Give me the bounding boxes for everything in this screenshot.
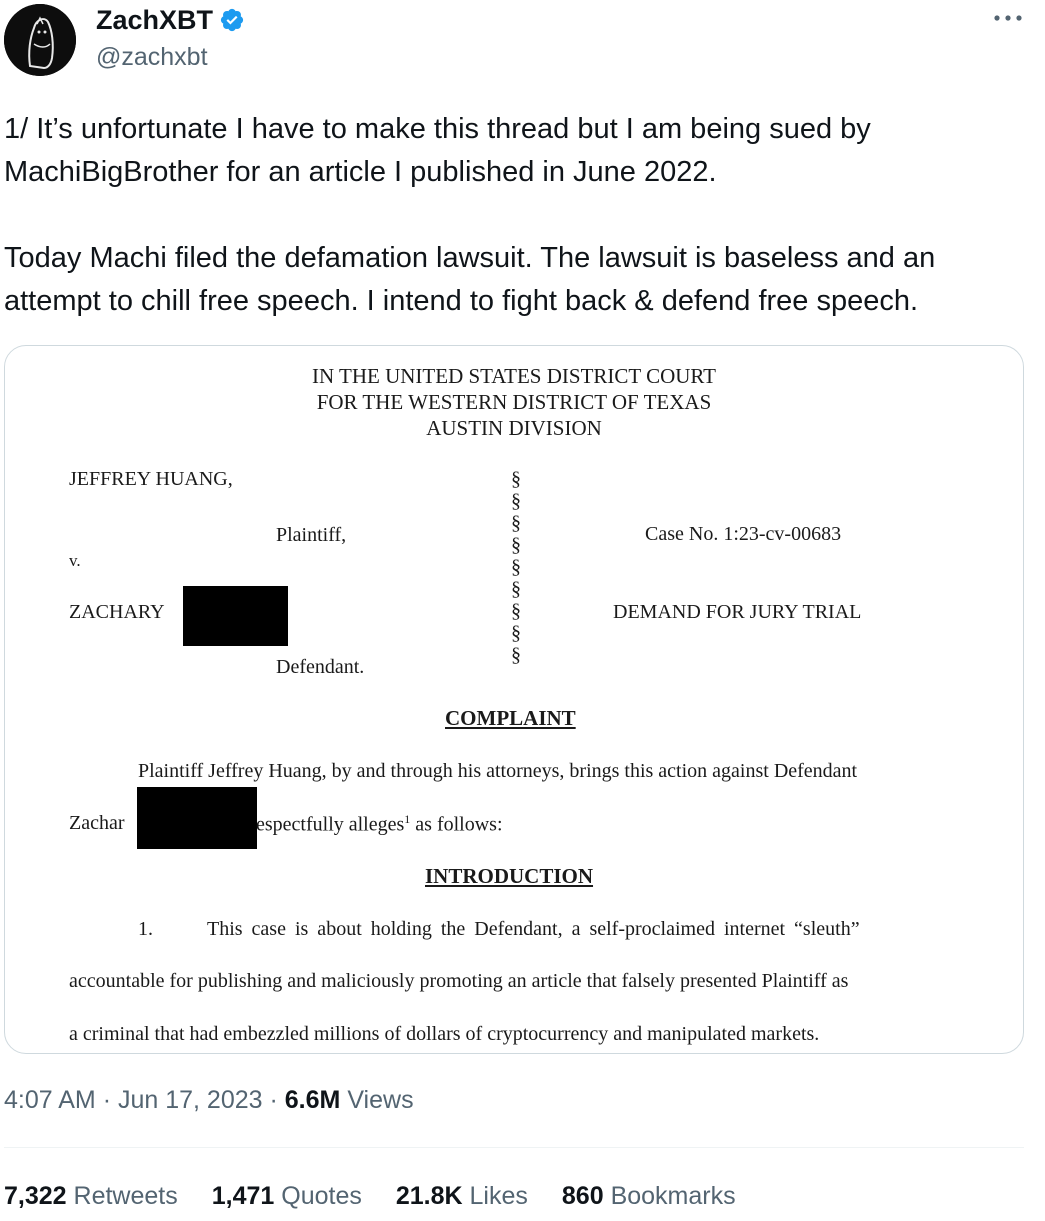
section-symbol: § [511, 644, 521, 666]
section-symbol: § [511, 622, 521, 644]
quotes-stat[interactable] [212, 1180, 362, 1212]
bookmarks-stat[interactable] [562, 1180, 736, 1212]
quotes-label: Quotes [281, 1182, 362, 1210]
section-symbol: § [511, 534, 521, 556]
versus-text: v. [69, 551, 81, 570]
intro-line-2-start: Zachar [69, 812, 125, 834]
tweet-paragraph-2: Today Machi filed the defamation lawsuit. The lawsuit is baseless and an attempt to chill free speech. I intend to fight back & defend free speech. [4, 242, 936, 317]
para-line-3: a criminal that had embezzled millions of dollars of cryptocurrency and manipulated markets. [69, 1023, 820, 1045]
intro-line-2-tail: as follows: [410, 813, 503, 836]
verified-badge-icon [219, 7, 245, 33]
more-options-icon[interactable] [990, 6, 1026, 30]
court-line-3: AUSTIN DIVISION [426, 416, 602, 440]
section-symbol: § [511, 490, 521, 512]
likes-stat[interactable] [396, 1180, 528, 1212]
plaintiff-name: JEFFREY HUANG, [69, 468, 233, 490]
tweet-date[interactable]: Jun 17, 2023 [117, 1086, 263, 1114]
footnote-mark[interactable]: 1 [404, 812, 411, 826]
views-label: Views [347, 1086, 414, 1114]
tweet-header [0, 0, 1045, 90]
quotes-count: 1,471 [211, 1182, 275, 1210]
bookmarks-label: Bookmarks [610, 1182, 736, 1210]
meta-separator: · [269, 1086, 285, 1114]
retweets-label: Retweets [73, 1182, 178, 1210]
complaint-document [5, 346, 1023, 1053]
section-symbol: § [511, 512, 521, 534]
author-display-name[interactable] [96, 4, 245, 36]
retweets-count: 7,322 [4, 1182, 67, 1210]
divider [4, 1147, 1024, 1148]
defendant-label: Defendant. [276, 656, 365, 678]
tweet-text [4, 108, 1034, 323]
intro-line-1: Plaintiff Jeffrey Huang, by and through his attorneys, brings this action against Defendant [138, 760, 858, 782]
engagement-stats [4, 1180, 736, 1212]
jury-demand: DEMAND FOR JURY TRIAL [613, 601, 862, 623]
introduction-heading: INTRODUCTION [425, 864, 594, 888]
author-handle[interactable]: @zachxbt [96, 43, 208, 71]
plaintiff-label: Plaintiff, [276, 524, 347, 546]
section-symbol: § [511, 600, 521, 622]
tweet-time[interactable]: 4:07 AM [4, 1086, 96, 1114]
attached-image[interactable] [4, 345, 1024, 1054]
section-symbol: § [511, 578, 521, 600]
court-line-1: IN THE UNITED STATES DISTRICT COURT [311, 364, 717, 388]
meta-separator: · [102, 1086, 118, 1114]
section-symbol: § [511, 468, 521, 490]
para-line-2: accountable for publishing and maliciously promoting an article that falsely presented Plaintiff as [69, 970, 849, 992]
intro-line-2-end-text: espectfully alleges [256, 813, 405, 836]
avatar[interactable] [4, 4, 76, 76]
likes-count: 21.8K [395, 1182, 463, 1210]
case-number: Case No. 1:23-cv-00683 [645, 523, 842, 545]
author-name-text: ZachXBT [96, 5, 214, 35]
views-count: 6.6M [284, 1086, 341, 1114]
redaction-box-2 [137, 787, 257, 849]
retweets-stat[interactable] [4, 1180, 178, 1212]
defendant-name: ZACHARY [69, 601, 165, 623]
bookmarks-count: 860 [561, 1182, 604, 1210]
complaint-heading: COMPLAINT [445, 706, 576, 730]
para-line-1: This case is about holding the Defendant, a self-proclaimed internet “sleuth” [207, 918, 860, 940]
tweet-meta [4, 1084, 414, 1116]
tweet-paragraph-1: 1/ It’s unfortunate I have to make this thread but I am being sued by MachiBigBrother for an article I published in June 2022. [4, 113, 871, 188]
redaction-box-1 [183, 586, 288, 646]
avatar-portrait-icon [4, 4, 76, 76]
section-symbol: § [511, 556, 521, 578]
paragraph-number: 1. [138, 918, 153, 940]
court-line-2: FOR THE WESTERN DISTRICT OF TEXAS [316, 390, 712, 414]
likes-label: Likes [469, 1182, 528, 1210]
intro-line-2-end [256, 812, 503, 837]
